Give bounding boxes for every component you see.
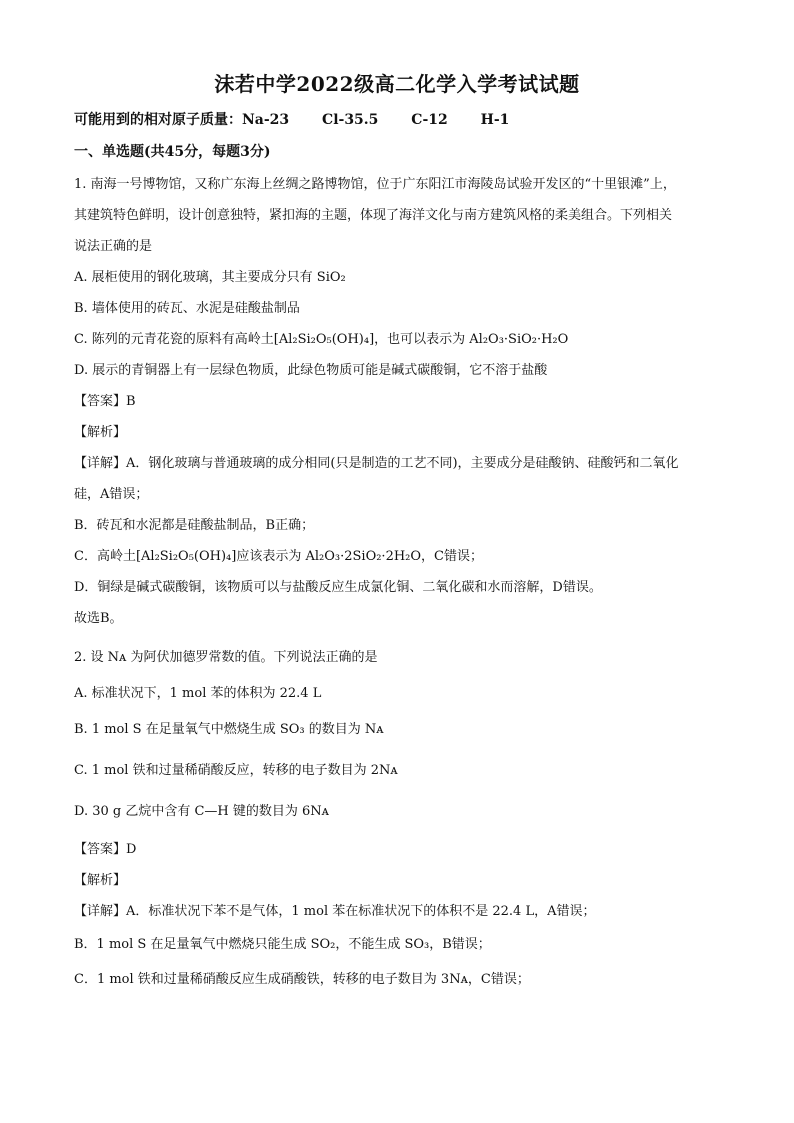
page-title: 沫若中学2022级高二化学入学考试试题	[214, 72, 580, 96]
q1-option-c: C. 陈列的元青花瓷的原料有高岭土[Al₂Si₂O₅(OH)₄]，也可以表示为 Al₂O₃·SiO₂·H₂O	[74, 332, 569, 347]
q1-answer: 【答案】B	[74, 394, 136, 409]
atomic-mass-h: H-1	[480, 112, 510, 128]
section-heading: 一、单选题(共45分，每题3分)	[74, 144, 271, 160]
atomic-mass-c: C-12	[411, 112, 448, 128]
q2-stem: 2. 设 Nᴀ 为阿伏加德罗常数的值。下列说法正确的是	[74, 650, 378, 665]
q2-option-d: D. 30 g 乙烷中含有 C—H 键的数目为 6Nᴀ	[74, 804, 330, 819]
q1-detail-line2: 硅，A错误；	[74, 487, 149, 502]
q1-option-d: D. 展示的青铜器上有一层绿色物质，此绿色物质可能是碱式碳酸铜，它不溶于盐酸	[74, 363, 548, 378]
atomic-mass-na: Na-23	[242, 112, 290, 128]
q1-detail-d: D．铜绿是碱式碳酸铜，该物质可以与盐酸反应生成氯化铜、二氧化碳和水而溶解，D错误。	[74, 580, 602, 595]
q1-detail-c: C．高岭土[Al₂Si₂O₅(OH)₄]应该表示为 Al₂O₃·2SiO₂·2H₂O，C错误；	[74, 549, 483, 564]
atomic-mass-label: 可能用到的相对原子质量：	[74, 112, 242, 128]
q1-stem-line3: 说法正确的是	[74, 239, 153, 254]
q1-option-b: B. 墙体使用的砖瓦、水泥是硅酸盐制品	[74, 301, 300, 316]
q1-stem-line1: 1. 南海一号博物馆，又称广东海上丝绸之路博物馆，位于广东阳江市海陵岛试验开发区的“十里银滩”上，	[74, 177, 676, 192]
q2-option-a: A. 标准状况下，1 mol 苯的体积为 22.4 L	[74, 686, 322, 701]
q2-answer: 【答案】D	[74, 842, 137, 857]
q2-detail-a: 【详解】A．标准状况下苯不是气体，1 mol 苯在标准状况下的体积不是 22.4 L，A错误；	[74, 904, 596, 919]
atomic-mass-cl: Cl-35.5	[322, 112, 379, 128]
q2-detail-c: C．1 mol 铁和过量稀硝酸反应生成硝酸铁，转移的电子数目为 3Nᴀ，C错误；	[74, 972, 530, 987]
q1-option-a: A. 展柜使用的钢化玻璃，其主要成分只有 SiO₂	[74, 270, 346, 285]
q1-stem-line2: 其建筑特色鲜明，设计创意独特，紧扣海的主题，体现了海洋文化与南方建筑风格的柔美组合。下列相关	[74, 208, 673, 223]
q1-detail-line1: 【详解】A．钢化玻璃与普通玻璃的成分相同(只是制造的工艺不同)，主要成分是硅酸钠、硅酸钙和二氧化	[74, 456, 679, 471]
q2-analysis-label: 【解析】	[74, 873, 127, 888]
q1-conclusion: 故选B。	[74, 611, 123, 626]
q2-option-c: C. 1 mol 铁和过量稀硝酸反应，转移的电子数目为 2Nᴀ	[74, 763, 398, 778]
q2-option-b: B. 1 mol S 在足量氧气中燃烧生成 SO₃ 的数目为 Nᴀ	[74, 722, 384, 737]
q1-analysis-label: 【解析】	[74, 425, 127, 440]
q2-detail-b: B．1 mol S 在足量氧气中燃烧只能生成 SO₂，不能生成 SO₃，B错误；	[74, 937, 491, 952]
q1-detail-b: B．砖瓦和水泥都是硅酸盐制品，B正确；	[74, 518, 315, 533]
atomic-mass-line	[74, 109, 509, 129]
